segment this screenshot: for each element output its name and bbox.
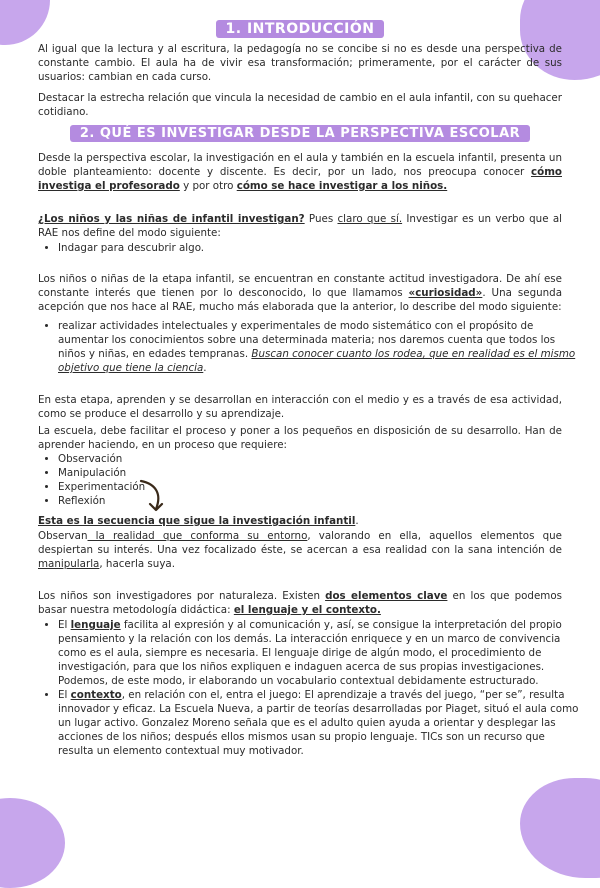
- emphasis: Esta es la secuencia que sigue la investigación infantil: [38, 515, 356, 527]
- steps-list: [38, 452, 582, 508]
- paragraph: En esta etapa, aprenden y se desarrollan en interacción con el medio y es a través de esa actividad, como se produce el desarrollo y su aprendizaje.: [38, 394, 562, 420]
- paragraph: [38, 514, 562, 528]
- text: El: [58, 619, 71, 631]
- text: .: [203, 362, 207, 374]
- text: .: [355, 515, 359, 527]
- text: , en relación con el, entra el juego: El aprendizaje a través del juego, “per se”, resulta innovador y eficaz. La Escuela Nueva, a partir de teorías desarrolladas por Piaget, situó el aula como un lugar activo. Gonzalez Moreno señala que es el adulto quien ayuda a orientar y desplegar las acciones de los niños; después ellos mismos usan su propio lenguaje. TICs son un recurso que resulta un elemento contextual muy motivador.: [58, 689, 579, 757]
- text: , valorando en ella, aquellos elementos que despiertan su interés. Una vez focalizado éste, se acercan a esa realidad con la sana intención de: [38, 530, 562, 556]
- section-heading-text: 1. INTRODUCCIÓN: [216, 20, 385, 38]
- list-item: [58, 319, 582, 375]
- list-item: • Experimentación: [58, 480, 582, 494]
- emphasis: lenguaje: [70, 619, 121, 631]
- emphasis: el lenguaje y el contexto.: [233, 604, 381, 616]
- section-heading-introduccion: [0, 18, 600, 38]
- underlined-text: claro que sí.: [337, 213, 403, 225]
- corner-decoration: [520, 778, 600, 878]
- list-item: • Manipulación: [58, 466, 582, 480]
- paragraph: La escuela, debe facilitar el proceso y poner a los pequeños en disposición de su desarrollo. Han de aprender haciendo, en un proceso que requiere:: [38, 425, 562, 451]
- emphasis: «curiosidad»: [408, 287, 483, 299]
- text: y por otro: [179, 180, 237, 192]
- text: Los niños o niñas de la etapa infantil, se encuentran en constante actitud investigadora. De ahí ese constante interés que tienen por lo desconocido, lo que llamamos: [38, 273, 562, 299]
- paragraph: [38, 212, 562, 240]
- text: El: [58, 689, 71, 701]
- paragraph: Destacar la estrecha relación que vincula la necesidad de cambio en el aula infantil, con su quehacer cotidiano.: [38, 92, 562, 118]
- emphasis: contexto: [70, 689, 122, 701]
- corner-decoration: [0, 798, 65, 888]
- emphasis: cómo se hace investigar a los niños.: [236, 180, 448, 192]
- italic-underlined-text: Buscan conocer cuanto los rodea, que en realidad es el mismo objetivo que tiene la ciencia: [58, 348, 576, 374]
- underlined-text: manipularla: [38, 558, 100, 570]
- list-item: • Indagar para descubrir algo.: [58, 241, 582, 255]
- bullet-list: [38, 618, 582, 758]
- bullet-list: [38, 241, 582, 255]
- text: Los niños son investigadores por naturaleza. Existen: [38, 590, 326, 602]
- list-item: [58, 688, 582, 758]
- paragraph: [38, 529, 562, 571]
- emphasis: dos elementos clave: [325, 590, 448, 602]
- list-item: • Observación: [58, 452, 582, 466]
- text: facilita al expresión y al comunicación y, así, se consigue la interpretación del propio pensamiento y la relación con los demás. La interacción enriquece y en un marco de convivencia como es el aula, siempre es necesaria. El lenguaje dirige de algún modo, el procedimiento de investigación, para que los niños expliquen e indaguen acerca de sus propias investigaciones. Podemos, de este modo, ir elaborando un vocabulario contextual debidamente estructurado.: [58, 619, 562, 687]
- section-heading-investigar: [0, 122, 600, 142]
- list-item: • Reflexión: [58, 494, 582, 508]
- text: realizar actividades intelectuales y experimentales de modo sistemático con el propósito de aumentar los conocimientos sobre una determinada materia; nos daremos cuenta que todos los niños y niñas, en edades tempranas.: [58, 320, 556, 360]
- text: , hacerla suya.: [99, 558, 175, 570]
- paragraph: [38, 151, 562, 193]
- text: Desde la perspectiva escolar, la investigación en el aula y también en la escuela infantil, presenta un doble planteamiento: docente y discente. Es decir, por un lado, nos preocupa conocer: [38, 152, 562, 178]
- paragraph: Al igual que la lectura y al escritura, la pedagogía no se concibe si no es desde una perspectiva de constante cambio. El aula ha de vivir esa transformación; primeramente, por el carácter de sus usuarios: cambian en cada curso.: [38, 43, 562, 83]
- text: . Una segunda acepción que nos hace al RAE, mucho más elaborada que la anterior, lo describe del modo siguiente:: [38, 287, 562, 313]
- emphasis: ¿Los niños y las niñas de infantil investigan?: [38, 213, 305, 225]
- emphasis: cómo investiga el profesorado: [38, 166, 562, 192]
- underlined-text: la realidad que conforma su entorno: [87, 530, 308, 542]
- paragraph: [38, 589, 562, 617]
- paragraph: [38, 272, 562, 314]
- text: Investigar es un verbo que al RAE nos define del modo siguiente:: [38, 213, 562, 239]
- list-item: [58, 618, 582, 688]
- text: Observan: [38, 530, 88, 542]
- text: Pues: [304, 213, 338, 225]
- bullet-list: [38, 319, 582, 375]
- section-heading-text: 2. QUÉ ES INVESTIGAR DESDE LA PERSPECTIVA ESCOLAR: [70, 125, 530, 142]
- text: en los que podemos basar nuestra metodología didáctica:: [38, 590, 563, 616]
- curved-arrow-icon: [138, 478, 168, 514]
